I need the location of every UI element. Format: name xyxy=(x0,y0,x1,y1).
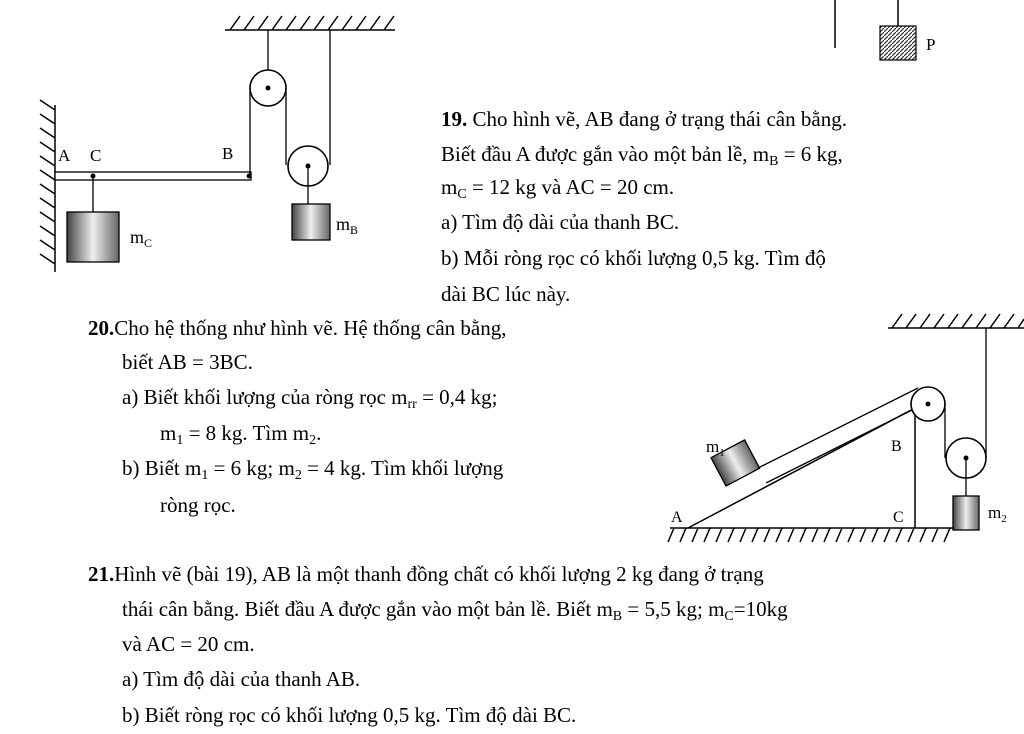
figure-top-weight xyxy=(820,0,970,70)
ceiling-hatch-20 xyxy=(888,314,1024,328)
label-b: B xyxy=(222,144,234,163)
p21-line2: thái cân bằng. Biết đầu A được gắn vào một bản lề. Biết $m_B = 5,5$ kg; $m_C=10kg$ xyxy=(122,597,788,624)
mass-mb-block xyxy=(292,204,330,240)
label-p: P xyxy=(926,35,936,54)
bar-ab xyxy=(55,172,251,180)
label-c: C xyxy=(90,146,102,165)
mass-mc-block xyxy=(67,212,119,262)
floor-hatch xyxy=(668,528,960,542)
ceiling-hatch xyxy=(225,16,395,30)
p20-part-a1: a) Biết khối lượng của ròng rọc $m_{rr} = 0,4$ kg; xyxy=(122,385,498,412)
p19-part-b: b) Mỗi ròng rọc có khối lượng 0,5 kg. Tìm độ xyxy=(441,246,826,270)
p19-part-a: a) Tìm độ dài của thanh BC. xyxy=(441,210,680,234)
p20-line1: 20.Cho hệ thống như hình vẽ. Hệ thống cân bằng, xyxy=(88,316,507,340)
p20-part-a2: $m_1 = 8$ kg. Tìm $m_2$. xyxy=(160,421,322,448)
block-m2 xyxy=(953,496,979,530)
weight-p xyxy=(880,26,916,60)
p21-part-a: a) Tìm độ dài của thanh AB. xyxy=(122,667,361,691)
p19-line2: Biết đầu A được gắn vào một bản lề, $m_B = 6$ kg, xyxy=(441,142,843,169)
p21-line1: 21.Hình vẽ (bài 19), AB là một thanh đồng chất có khối lượng 2 kg đang ở trạng xyxy=(88,562,764,586)
point-b xyxy=(247,174,252,179)
label-m2: $m_2$ xyxy=(988,503,1007,525)
label-a-20: A xyxy=(671,509,683,526)
p19-part-b-cont: dài BC lúc này. xyxy=(441,282,571,306)
p20-part-b2: ròng rọc. xyxy=(160,493,236,517)
label-m1: $m_1$ xyxy=(706,437,725,459)
p19-line3: $m_C = 12$ kg và AC = 20 cm. xyxy=(441,175,675,202)
figure-19 xyxy=(0,0,420,290)
label-b-20: B xyxy=(891,438,902,455)
label-c-20: C xyxy=(893,509,904,526)
figure-20 xyxy=(660,300,1024,555)
p20-part-b1: b) Biết $m_1 = 6$ kg; $m_2 = 4$ kg. Tìm khối lượng xyxy=(122,456,504,483)
label-mb: $m_B$ xyxy=(336,214,359,237)
p21-line3: và AC = 20 cm. xyxy=(122,632,255,656)
label-mc: $m_C$ xyxy=(130,227,153,250)
label-a: A xyxy=(58,146,71,165)
p21-part-b: b) Biết ròng rọc có khối lượng 0,5 kg. Tìm độ dài BC. xyxy=(122,703,577,727)
p19-line1: 19. Cho hình vẽ, AB đang ở trạng thái cân bằng. xyxy=(441,107,847,131)
wall-hatch xyxy=(40,100,55,272)
p20-line2: biết AB = 3BC. xyxy=(122,350,253,374)
